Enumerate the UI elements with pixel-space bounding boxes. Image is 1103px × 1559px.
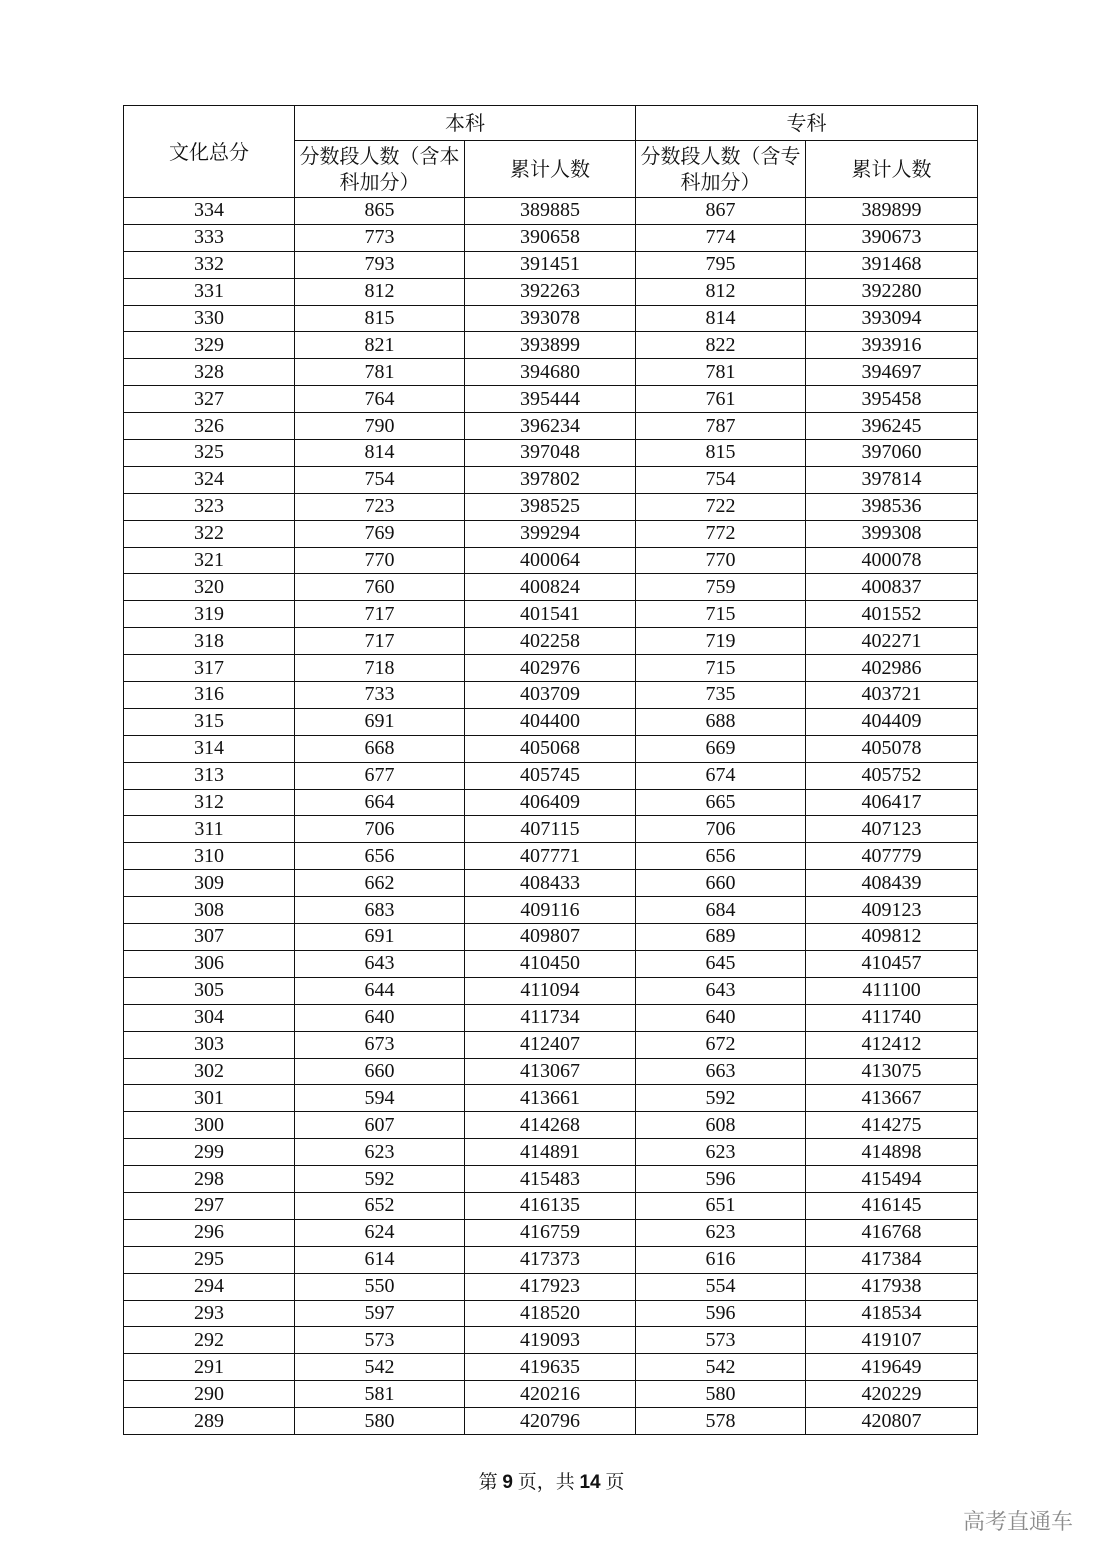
cell-undergrad-cumulative: 409116 bbox=[465, 897, 636, 924]
cell-junior-count: 759 bbox=[636, 574, 806, 601]
cell-score: 325 bbox=[124, 440, 295, 467]
cell-junior-cumulative: 405752 bbox=[806, 762, 978, 789]
table-row bbox=[124, 708, 978, 735]
cell-junior-count: 688 bbox=[636, 708, 806, 735]
cell-undergrad-cumulative: 417373 bbox=[465, 1246, 636, 1273]
cell-undergrad-cumulative: 402258 bbox=[465, 628, 636, 655]
cell-undergrad-cumulative: 391451 bbox=[465, 251, 636, 278]
cell-undergrad-count: 592 bbox=[295, 1166, 465, 1193]
cell-undergrad-cumulative: 402976 bbox=[465, 655, 636, 682]
cell-undergrad-cumulative: 416135 bbox=[465, 1192, 636, 1219]
table-row bbox=[124, 843, 978, 870]
cell-junior-cumulative: 409123 bbox=[806, 897, 978, 924]
cell-junior-cumulative: 400078 bbox=[806, 547, 978, 574]
cell-undergrad-count: 760 bbox=[295, 574, 465, 601]
table-row bbox=[124, 359, 978, 386]
cell-score: 322 bbox=[124, 520, 295, 547]
cell-undergrad-cumulative: 405068 bbox=[465, 735, 636, 762]
cell-score: 297 bbox=[124, 1192, 295, 1219]
cell-junior-count: 660 bbox=[636, 870, 806, 897]
cell-junior-cumulative: 412412 bbox=[806, 1031, 978, 1058]
cell-undergrad-cumulative: 397802 bbox=[465, 466, 636, 493]
cell-score: 312 bbox=[124, 789, 295, 816]
cell-undergrad-count: 668 bbox=[295, 735, 465, 762]
cell-junior-count: 542 bbox=[636, 1354, 806, 1381]
table-row bbox=[124, 413, 978, 440]
cell-undergrad-count: 673 bbox=[295, 1031, 465, 1058]
table-row bbox=[124, 735, 978, 762]
cell-score: 308 bbox=[124, 897, 295, 924]
table-row bbox=[124, 628, 978, 655]
cell-junior-count: 867 bbox=[636, 198, 806, 225]
cell-score: 296 bbox=[124, 1219, 295, 1246]
cell-junior-count: 573 bbox=[636, 1327, 806, 1354]
cell-junior-count: 643 bbox=[636, 977, 806, 1004]
cell-score: 305 bbox=[124, 977, 295, 1004]
table-row bbox=[124, 897, 978, 924]
cell-undergrad-cumulative: 414891 bbox=[465, 1139, 636, 1166]
cell-junior-count: 754 bbox=[636, 466, 806, 493]
cell-score: 321 bbox=[124, 547, 295, 574]
cell-junior-count: 774 bbox=[636, 224, 806, 251]
cell-undergrad-cumulative: 411094 bbox=[465, 977, 636, 1004]
cell-junior-count: 580 bbox=[636, 1381, 806, 1408]
cell-undergrad-cumulative: 419093 bbox=[465, 1327, 636, 1354]
cell-undergrad-count: 770 bbox=[295, 547, 465, 574]
cell-junior-count: 596 bbox=[636, 1166, 806, 1193]
cell-undergrad-count: 754 bbox=[295, 466, 465, 493]
footer-suffix: 页 bbox=[605, 1472, 625, 1493]
footer-middle: 页，共 bbox=[517, 1472, 575, 1493]
cell-junior-count: 651 bbox=[636, 1192, 806, 1219]
cell-score: 314 bbox=[124, 735, 295, 762]
cell-score: 289 bbox=[124, 1408, 295, 1435]
cell-undergrad-count: 733 bbox=[295, 682, 465, 709]
table-row bbox=[124, 1246, 978, 1273]
table-row bbox=[124, 1058, 978, 1085]
cell-score: 328 bbox=[124, 359, 295, 386]
cell-undergrad-count: 580 bbox=[295, 1408, 465, 1435]
table-row bbox=[124, 1381, 978, 1408]
table-row bbox=[124, 574, 978, 601]
cell-junior-cumulative: 397814 bbox=[806, 466, 978, 493]
header-undergrad-cumulative: 累计人数 bbox=[465, 141, 636, 198]
cell-undergrad-cumulative: 418520 bbox=[465, 1300, 636, 1327]
table-row bbox=[124, 977, 978, 1004]
cell-junior-cumulative: 401552 bbox=[806, 601, 978, 628]
cell-undergrad-cumulative: 398525 bbox=[465, 493, 636, 520]
score-distribution-table bbox=[123, 105, 978, 1435]
cell-junior-count: 608 bbox=[636, 1112, 806, 1139]
cell-undergrad-cumulative: 416759 bbox=[465, 1219, 636, 1246]
table-row bbox=[124, 1192, 978, 1219]
cell-junior-cumulative: 411740 bbox=[806, 1004, 978, 1031]
table-row bbox=[124, 520, 978, 547]
cell-score: 309 bbox=[124, 870, 295, 897]
cell-undergrad-cumulative: 413661 bbox=[465, 1085, 636, 1112]
cell-junior-count: 735 bbox=[636, 682, 806, 709]
table-row bbox=[124, 682, 978, 709]
cell-junior-count: 592 bbox=[636, 1085, 806, 1112]
cell-undergrad-count: 717 bbox=[295, 601, 465, 628]
cell-junior-count: 616 bbox=[636, 1246, 806, 1273]
watermark: 高考直通车 bbox=[962, 1510, 1073, 1535]
cell-undergrad-cumulative: 400064 bbox=[465, 547, 636, 574]
cell-score: 310 bbox=[124, 843, 295, 870]
cell-score: 331 bbox=[124, 278, 295, 305]
cell-undergrad-count: 677 bbox=[295, 762, 465, 789]
cell-score: 326 bbox=[124, 413, 295, 440]
cell-undergrad-count: 773 bbox=[295, 224, 465, 251]
cell-junior-cumulative: 406417 bbox=[806, 789, 978, 816]
cell-undergrad-cumulative: 420796 bbox=[465, 1408, 636, 1435]
cell-score: 298 bbox=[124, 1166, 295, 1193]
cell-junior-cumulative: 419107 bbox=[806, 1327, 978, 1354]
cell-junior-cumulative: 402271 bbox=[806, 628, 978, 655]
cell-score: 295 bbox=[124, 1246, 295, 1273]
cell-score: 318 bbox=[124, 628, 295, 655]
table-row bbox=[124, 332, 978, 359]
table-row bbox=[124, 655, 978, 682]
cell-junior-count: 645 bbox=[636, 950, 806, 977]
cell-undergrad-count: 769 bbox=[295, 520, 465, 547]
cell-score: 327 bbox=[124, 386, 295, 413]
cell-junior-count: 656 bbox=[636, 843, 806, 870]
cell-score: 292 bbox=[124, 1327, 295, 1354]
table-row bbox=[124, 251, 978, 278]
table-row bbox=[124, 1085, 978, 1112]
cell-undergrad-count: 717 bbox=[295, 628, 465, 655]
cell-undergrad-cumulative: 409807 bbox=[465, 924, 636, 951]
cell-undergrad-cumulative: 392263 bbox=[465, 278, 636, 305]
cell-undergrad-count: 865 bbox=[295, 198, 465, 225]
cell-undergrad-count: 607 bbox=[295, 1112, 465, 1139]
cell-score: 316 bbox=[124, 682, 295, 709]
cell-junior-count: 689 bbox=[636, 924, 806, 951]
cell-junior-cumulative: 416145 bbox=[806, 1192, 978, 1219]
cell-junior-cumulative: 414275 bbox=[806, 1112, 978, 1139]
cell-junior-cumulative: 393094 bbox=[806, 305, 978, 332]
cell-undergrad-count: 597 bbox=[295, 1300, 465, 1327]
table-row bbox=[124, 305, 978, 332]
cell-junior-count: 815 bbox=[636, 440, 806, 467]
cell-undergrad-count: 691 bbox=[295, 924, 465, 951]
cell-junior-cumulative: 390673 bbox=[806, 224, 978, 251]
cell-score: 313 bbox=[124, 762, 295, 789]
cell-junior-count: 719 bbox=[636, 628, 806, 655]
cell-junior-count: 674 bbox=[636, 762, 806, 789]
cell-undergrad-cumulative: 411734 bbox=[465, 1004, 636, 1031]
cell-junior-cumulative: 400837 bbox=[806, 574, 978, 601]
header-undergrad-count: 分数段人数（含本科加分） bbox=[295, 141, 465, 198]
cell-score: 334 bbox=[124, 198, 295, 225]
cell-junior-cumulative: 409812 bbox=[806, 924, 978, 951]
cell-undergrad-cumulative: 404400 bbox=[465, 708, 636, 735]
table-row bbox=[124, 924, 978, 951]
header-row-groups bbox=[124, 106, 978, 141]
cell-undergrad-count: 573 bbox=[295, 1327, 465, 1354]
cell-junior-count: 822 bbox=[636, 332, 806, 359]
cell-undergrad-count: 643 bbox=[295, 950, 465, 977]
cell-undergrad-count: 614 bbox=[295, 1246, 465, 1273]
cell-undergrad-count: 623 bbox=[295, 1139, 465, 1166]
cell-undergrad-cumulative: 395444 bbox=[465, 386, 636, 413]
page-footer bbox=[0, 1467, 1103, 1494]
cell-score: 311 bbox=[124, 816, 295, 843]
cell-junior-count: 623 bbox=[636, 1139, 806, 1166]
cell-undergrad-cumulative: 407771 bbox=[465, 843, 636, 870]
cell-undergrad-count: 662 bbox=[295, 870, 465, 897]
cell-score: 293 bbox=[124, 1300, 295, 1327]
cell-junior-count: 761 bbox=[636, 386, 806, 413]
table-row bbox=[124, 466, 978, 493]
cell-junior-cumulative: 414898 bbox=[806, 1139, 978, 1166]
header-junior-cumulative: 累计人数 bbox=[806, 141, 978, 198]
cell-junior-cumulative: 394697 bbox=[806, 359, 978, 386]
cell-junior-cumulative: 389899 bbox=[806, 198, 978, 225]
cell-junior-cumulative: 410457 bbox=[806, 950, 978, 977]
cell-undergrad-count: 640 bbox=[295, 1004, 465, 1031]
footer-total-pages: 14 bbox=[579, 1472, 601, 1493]
cell-undergrad-cumulative: 412407 bbox=[465, 1031, 636, 1058]
cell-undergrad-cumulative: 399294 bbox=[465, 520, 636, 547]
cell-score: 304 bbox=[124, 1004, 295, 1031]
cell-score: 315 bbox=[124, 708, 295, 735]
table-row bbox=[124, 950, 978, 977]
cell-undergrad-count: 652 bbox=[295, 1192, 465, 1219]
cell-score: 301 bbox=[124, 1085, 295, 1112]
cell-junior-count: 772 bbox=[636, 520, 806, 547]
cell-undergrad-cumulative: 403709 bbox=[465, 682, 636, 709]
table-row bbox=[124, 1273, 978, 1300]
cell-junior-cumulative: 397060 bbox=[806, 440, 978, 467]
cell-junior-cumulative: 413075 bbox=[806, 1058, 978, 1085]
cell-score: 320 bbox=[124, 574, 295, 601]
cell-undergrad-count: 683 bbox=[295, 897, 465, 924]
table-row bbox=[124, 547, 978, 574]
cell-junior-count: 781 bbox=[636, 359, 806, 386]
table-row bbox=[124, 1166, 978, 1193]
cell-junior-count: 663 bbox=[636, 1058, 806, 1085]
table-row bbox=[124, 1004, 978, 1031]
cell-junior-cumulative: 404409 bbox=[806, 708, 978, 735]
table-row bbox=[124, 789, 978, 816]
table-row bbox=[124, 386, 978, 413]
cell-junior-cumulative: 417938 bbox=[806, 1273, 978, 1300]
cell-undergrad-cumulative: 414268 bbox=[465, 1112, 636, 1139]
table-row bbox=[124, 224, 978, 251]
cell-undergrad-cumulative: 389885 bbox=[465, 198, 636, 225]
table-row bbox=[124, 278, 978, 305]
cell-junior-count: 706 bbox=[636, 816, 806, 843]
cell-undergrad-cumulative: 397048 bbox=[465, 440, 636, 467]
cell-undergrad-count: 790 bbox=[295, 413, 465, 440]
cell-undergrad-cumulative: 394680 bbox=[465, 359, 636, 386]
table-row bbox=[124, 1139, 978, 1166]
cell-junior-count: 787 bbox=[636, 413, 806, 440]
cell-score: 330 bbox=[124, 305, 295, 332]
table-row bbox=[124, 1112, 978, 1139]
cell-junior-cumulative: 402986 bbox=[806, 655, 978, 682]
cell-junior-cumulative: 398536 bbox=[806, 493, 978, 520]
cell-junior-count: 669 bbox=[636, 735, 806, 762]
table-row bbox=[124, 1031, 978, 1058]
cell-undergrad-count: 624 bbox=[295, 1219, 465, 1246]
cell-undergrad-cumulative: 401541 bbox=[465, 601, 636, 628]
cell-junior-cumulative: 392280 bbox=[806, 278, 978, 305]
cell-junior-cumulative: 395458 bbox=[806, 386, 978, 413]
cell-undergrad-count: 723 bbox=[295, 493, 465, 520]
cell-junior-cumulative: 399308 bbox=[806, 520, 978, 547]
cell-undergrad-count: 706 bbox=[295, 816, 465, 843]
cell-undergrad-count: 781 bbox=[295, 359, 465, 386]
cell-undergrad-cumulative: 407115 bbox=[465, 816, 636, 843]
cell-junior-cumulative: 408439 bbox=[806, 870, 978, 897]
cell-score: 299 bbox=[124, 1139, 295, 1166]
cell-score: 302 bbox=[124, 1058, 295, 1085]
cell-undergrad-count: 764 bbox=[295, 386, 465, 413]
cell-junior-count: 722 bbox=[636, 493, 806, 520]
cell-score: 332 bbox=[124, 251, 295, 278]
cell-score: 291 bbox=[124, 1354, 295, 1381]
cell-junior-cumulative: 416768 bbox=[806, 1219, 978, 1246]
table-row bbox=[124, 1327, 978, 1354]
cell-undergrad-count: 664 bbox=[295, 789, 465, 816]
table-row bbox=[124, 1300, 978, 1327]
cell-junior-count: 715 bbox=[636, 601, 806, 628]
table-body bbox=[124, 198, 978, 1435]
cell-junior-count: 814 bbox=[636, 305, 806, 332]
cell-undergrad-count: 691 bbox=[295, 708, 465, 735]
table-row bbox=[124, 816, 978, 843]
cell-junior-count: 684 bbox=[636, 897, 806, 924]
cell-junior-count: 596 bbox=[636, 1300, 806, 1327]
cell-undergrad-cumulative: 396234 bbox=[465, 413, 636, 440]
cell-undergrad-count: 718 bbox=[295, 655, 465, 682]
cell-junior-count: 578 bbox=[636, 1408, 806, 1435]
table-row bbox=[124, 1219, 978, 1246]
cell-junior-count: 672 bbox=[636, 1031, 806, 1058]
cell-score: 300 bbox=[124, 1112, 295, 1139]
cell-score: 324 bbox=[124, 466, 295, 493]
header-score: 文化总分 bbox=[124, 106, 295, 198]
cell-junior-count: 812 bbox=[636, 278, 806, 305]
cell-undergrad-count: 644 bbox=[295, 977, 465, 1004]
cell-junior-cumulative: 407779 bbox=[806, 843, 978, 870]
cell-junior-cumulative: 405078 bbox=[806, 735, 978, 762]
cell-undergrad-cumulative: 406409 bbox=[465, 789, 636, 816]
cell-score: 307 bbox=[124, 924, 295, 951]
cell-score: 317 bbox=[124, 655, 295, 682]
cell-junior-count: 795 bbox=[636, 251, 806, 278]
cell-undergrad-cumulative: 419635 bbox=[465, 1354, 636, 1381]
cell-undergrad-cumulative: 410450 bbox=[465, 950, 636, 977]
table-row bbox=[124, 1408, 978, 1435]
cell-junior-cumulative: 391468 bbox=[806, 251, 978, 278]
cell-undergrad-count: 656 bbox=[295, 843, 465, 870]
cell-junior-cumulative: 415494 bbox=[806, 1166, 978, 1193]
header-junior-count: 分数段人数（含专科加分） bbox=[636, 141, 806, 198]
cell-junior-cumulative: 411100 bbox=[806, 977, 978, 1004]
table-row bbox=[124, 601, 978, 628]
cell-junior-count: 554 bbox=[636, 1273, 806, 1300]
cell-junior-count: 665 bbox=[636, 789, 806, 816]
cell-undergrad-cumulative: 393899 bbox=[465, 332, 636, 359]
cell-undergrad-cumulative: 417923 bbox=[465, 1273, 636, 1300]
header-group-junior: 专科 bbox=[636, 106, 978, 141]
table-row bbox=[124, 762, 978, 789]
cell-junior-cumulative: 417384 bbox=[806, 1246, 978, 1273]
footer-page-number: 9 bbox=[502, 1472, 513, 1493]
cell-undergrad-count: 793 bbox=[295, 251, 465, 278]
footer-prefix: 第 bbox=[478, 1472, 498, 1493]
cell-score: 319 bbox=[124, 601, 295, 628]
cell-undergrad-count: 594 bbox=[295, 1085, 465, 1112]
cell-junior-count: 623 bbox=[636, 1219, 806, 1246]
cell-undergrad-count: 542 bbox=[295, 1354, 465, 1381]
cell-junior-cumulative: 419649 bbox=[806, 1354, 978, 1381]
table-row bbox=[124, 1354, 978, 1381]
cell-undergrad-cumulative: 393078 bbox=[465, 305, 636, 332]
table-row bbox=[124, 440, 978, 467]
cell-undergrad-count: 821 bbox=[295, 332, 465, 359]
cell-undergrad-cumulative: 413067 bbox=[465, 1058, 636, 1085]
cell-undergrad-cumulative: 390658 bbox=[465, 224, 636, 251]
cell-junior-cumulative: 396245 bbox=[806, 413, 978, 440]
cell-undergrad-count: 812 bbox=[295, 278, 465, 305]
cell-undergrad-cumulative: 408433 bbox=[465, 870, 636, 897]
cell-undergrad-count: 815 bbox=[295, 305, 465, 332]
cell-undergrad-cumulative: 400824 bbox=[465, 574, 636, 601]
cell-junior-cumulative: 403721 bbox=[806, 682, 978, 709]
cell-score: 290 bbox=[124, 1381, 295, 1408]
cell-score: 294 bbox=[124, 1273, 295, 1300]
table-row bbox=[124, 870, 978, 897]
cell-undergrad-count: 814 bbox=[295, 440, 465, 467]
cell-score: 306 bbox=[124, 950, 295, 977]
cell-junior-cumulative: 420229 bbox=[806, 1381, 978, 1408]
cell-junior-cumulative: 420807 bbox=[806, 1408, 978, 1435]
cell-undergrad-cumulative: 420216 bbox=[465, 1381, 636, 1408]
cell-score: 323 bbox=[124, 493, 295, 520]
cell-junior-cumulative: 418534 bbox=[806, 1300, 978, 1327]
cell-junior-count: 640 bbox=[636, 1004, 806, 1031]
cell-junior-cumulative: 393916 bbox=[806, 332, 978, 359]
cell-junior-cumulative: 413667 bbox=[806, 1085, 978, 1112]
cell-undergrad-count: 660 bbox=[295, 1058, 465, 1085]
cell-score: 333 bbox=[124, 224, 295, 251]
cell-undergrad-count: 581 bbox=[295, 1381, 465, 1408]
cell-score: 303 bbox=[124, 1031, 295, 1058]
cell-undergrad-cumulative: 405745 bbox=[465, 762, 636, 789]
cell-score: 329 bbox=[124, 332, 295, 359]
cell-junior-count: 770 bbox=[636, 547, 806, 574]
header-group-undergrad: 本科 bbox=[295, 106, 636, 141]
table-row bbox=[124, 198, 978, 225]
cell-junior-cumulative: 407123 bbox=[806, 816, 978, 843]
cell-undergrad-cumulative: 415483 bbox=[465, 1166, 636, 1193]
cell-junior-count: 715 bbox=[636, 655, 806, 682]
table-row bbox=[124, 493, 978, 520]
cell-undergrad-count: 550 bbox=[295, 1273, 465, 1300]
